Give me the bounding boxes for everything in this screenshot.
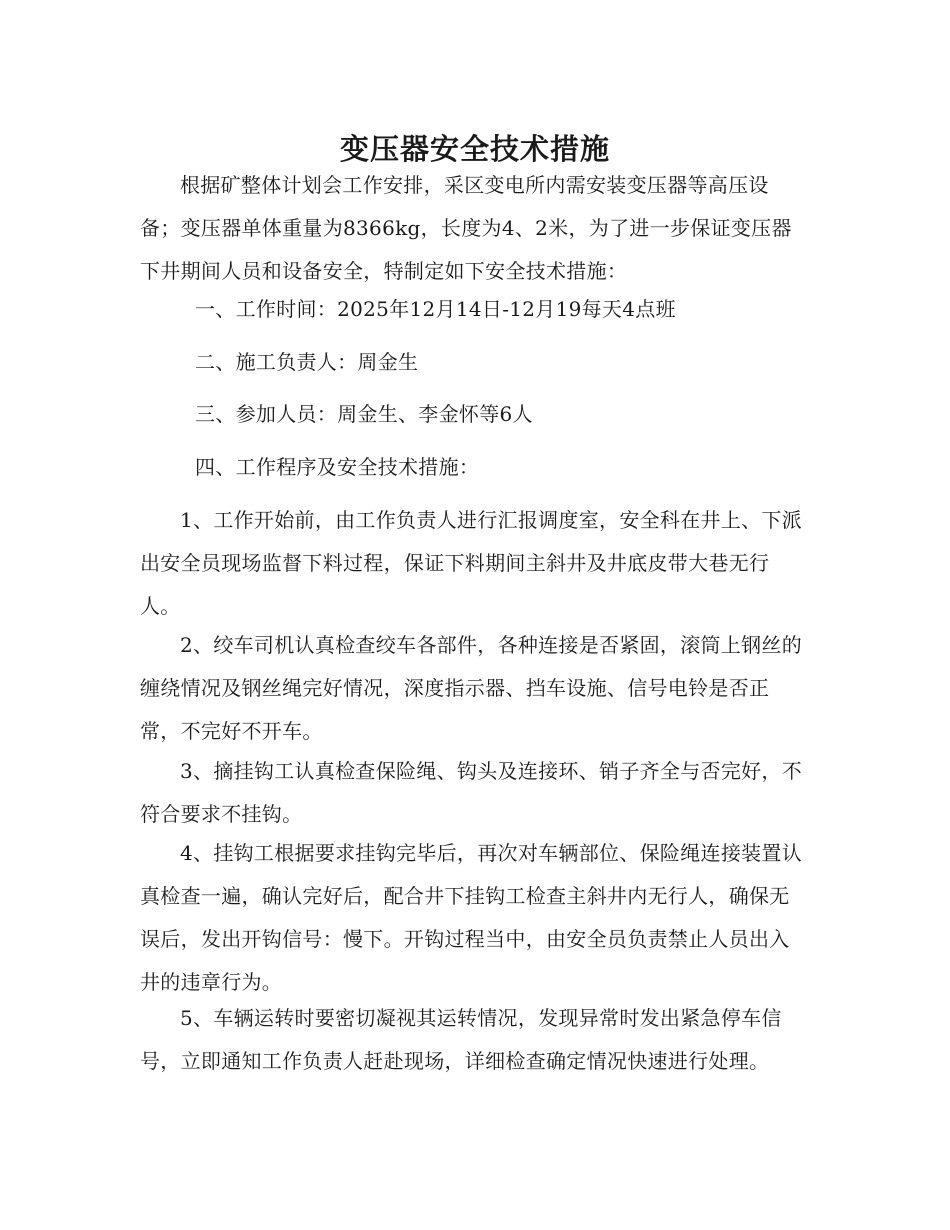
- step-paragraph-4: 4、挂钩工根据要求挂钩完毕后，再次对车辆部位、保险绳连接装置认真检查一遍，确认完好后，配合井下挂钩工检查主斜井内无行人，确保无误后，发出开钩信号：慢下。开钩过程当中，由安全员负责禁止人员出入井的违章行为。: [140, 841, 803, 994]
- procedure-heading-item: 四、工作程序及安全技术措施：: [195, 455, 480, 479]
- document-title: 变压器安全技术措施: [339, 132, 610, 167]
- step-paragraph-2: 2、绞车司机认真检查绞车各部件，各种连接是否紧固，滚筒上钢丝的缠绕情况及钢丝绳完好情况，深度指示器、挡车设施、信号电铃是否正常，不完好不开车。: [140, 633, 803, 743]
- participants-item: 三、参加人员：周金生、李金怀等6人: [195, 402, 533, 426]
- intro-paragraph: 根据矿整体计划会工作安排，采区变电所内需安装变压器等高压设备；变压器单体重量为8366kg，长度为4、2米，为了进一步保证变压器下井期间人员和设备安全，特制定如下安全技术措施：: [140, 173, 792, 283]
- construction-leader-item: 二、施工负责人：周金生: [195, 350, 419, 374]
- step-paragraph-5: 5、车辆运转时要密切凝视其运转情况，发现异常时发出紧急停车信号，立即通知工作负责人赶赴现场，详细检查确定情况快速进行处理。: [140, 1006, 782, 1073]
- step-paragraph-1: 1、工作开始前，由工作负责人进行汇报调度室，安全科在井上、下派出安全员现场监督下料过程，保证下料期间主斜井及井底皮带大巷无行人。: [140, 508, 803, 618]
- step-paragraph-3: 3、摘挂钩工认真检查保险绳、钩头及连接环、销子齐全与否完好，不符合要求不挂钩。: [140, 759, 803, 826]
- work-time-item: 一、工作时间：2025年12月14日-12月19每天4点班: [195, 297, 676, 321]
